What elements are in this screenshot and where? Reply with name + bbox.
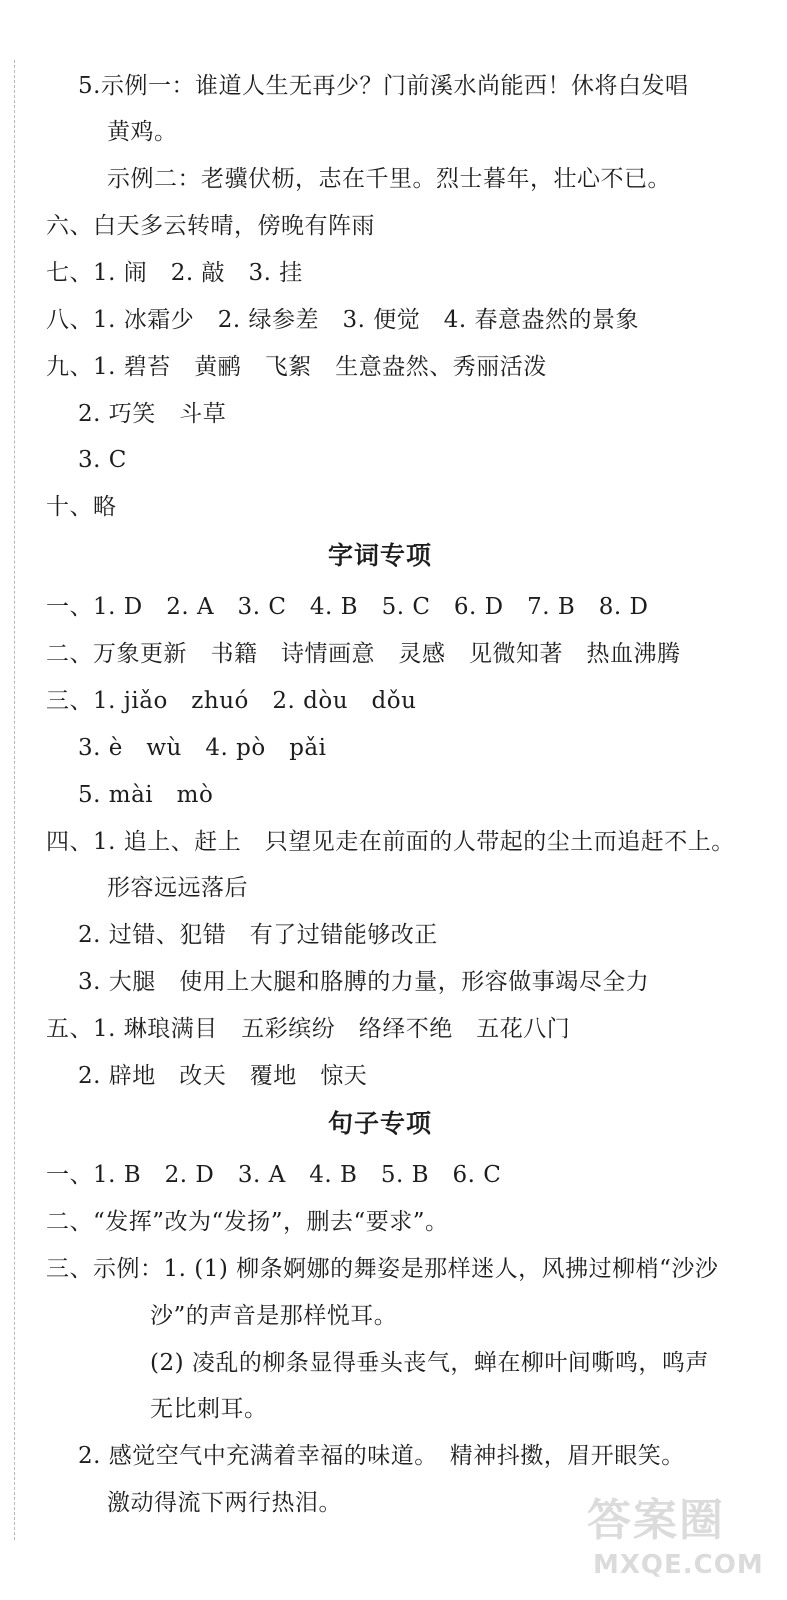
answer-line: 3. 大腿 使用上大腿和胳膊的力量，形容做事竭尽全力: [78, 969, 650, 995]
answer-line: 激动得流下两行热泪。: [107, 1490, 342, 1516]
answer-line: 沙”的声音是那样悦耳。: [150, 1303, 398, 1329]
answer-line: 2. 辟地 改天 覆地 惊天: [78, 1063, 368, 1089]
answer-line: 示例二：老骥伏枥，志在千里。烈士暮年，壮心不已。: [107, 166, 671, 192]
answer-line: 五、1. 琳琅满目 五彩缤纷 络绎不绝 五花八门: [46, 1016, 571, 1042]
answer-line: 六、白天多云转晴，傍晚有阵雨: [46, 213, 375, 239]
answer-line: 七、1. 闹 2. 敲 3. 挂: [46, 260, 303, 286]
answer-line: 一、1. D 2. A 3. C 4. B 5. C 6. D 7. B 8. D: [46, 594, 649, 620]
answer-line: 形容远远落后: [107, 875, 248, 901]
left-margin-rule: [14, 60, 15, 1540]
answer-line: 四、1. 追上、赶上 只望见走在前面的人带起的尘土而追赶不上。: [46, 829, 735, 855]
section-title-ju: 句子专项: [328, 1109, 433, 1138]
answer-line: 三、1. jiǎo zhuó 2. dòu dǒu: [46, 688, 417, 714]
answer-line: 3. C: [78, 447, 127, 473]
watermark-url: MXQE.COM: [593, 1550, 764, 1580]
answer-line: 三、示例：1. (1) 柳条婀娜的舞姿是那样迷人，风拂过柳梢“沙沙: [46, 1256, 719, 1282]
answer-line: 二、万象更新 书籍 诗情画意 灵感 见微知著 热血沸腾: [46, 641, 681, 667]
answer-line: 八、1. 冰霜少 2. 绿参差 3. 便觉 4. 春意盎然的景象: [46, 307, 640, 333]
answer-line: 5. mài mò: [78, 782, 214, 808]
answer-line: (2) 凌乱的柳条显得垂头丧气，蝉在柳叶间嘶鸣，鸣声: [150, 1350, 709, 1376]
answer-line: 2. 感觉空气中充满着幸福的味道。 精神抖擞，眉开眼笑。: [78, 1443, 685, 1469]
answer-line: 2. 过错、犯错 有了过错能够改正: [78, 922, 438, 948]
answer-line: 十、略: [46, 494, 117, 520]
watermark-title: 答案圈: [587, 1495, 725, 1546]
answer-line: 二、“发挥”改为“发扬”，删去“要求”。: [46, 1209, 449, 1235]
answer-line: 5.示例一：谁道人生无再少？门前溪水尚能西！休将白发唱: [78, 73, 689, 99]
answer-line: 一、1. B 2. D 3. A 4. B 5. B 6. C: [46, 1162, 502, 1188]
answer-line: 黄鸡。: [107, 119, 178, 145]
answer-line: 3. è wù 4. pò pǎi: [78, 735, 327, 761]
section-title-ci: 字词专项: [328, 541, 433, 570]
answer-line: 九、1. 碧苔 黄鹂 飞絮 生意盎然、秀丽活泼: [46, 354, 547, 380]
answer-line: 2. 巧笑 斗草: [78, 401, 227, 427]
answer-line: 无比刺耳。: [150, 1396, 268, 1422]
watermark-logo: [587, 1484, 777, 1594]
